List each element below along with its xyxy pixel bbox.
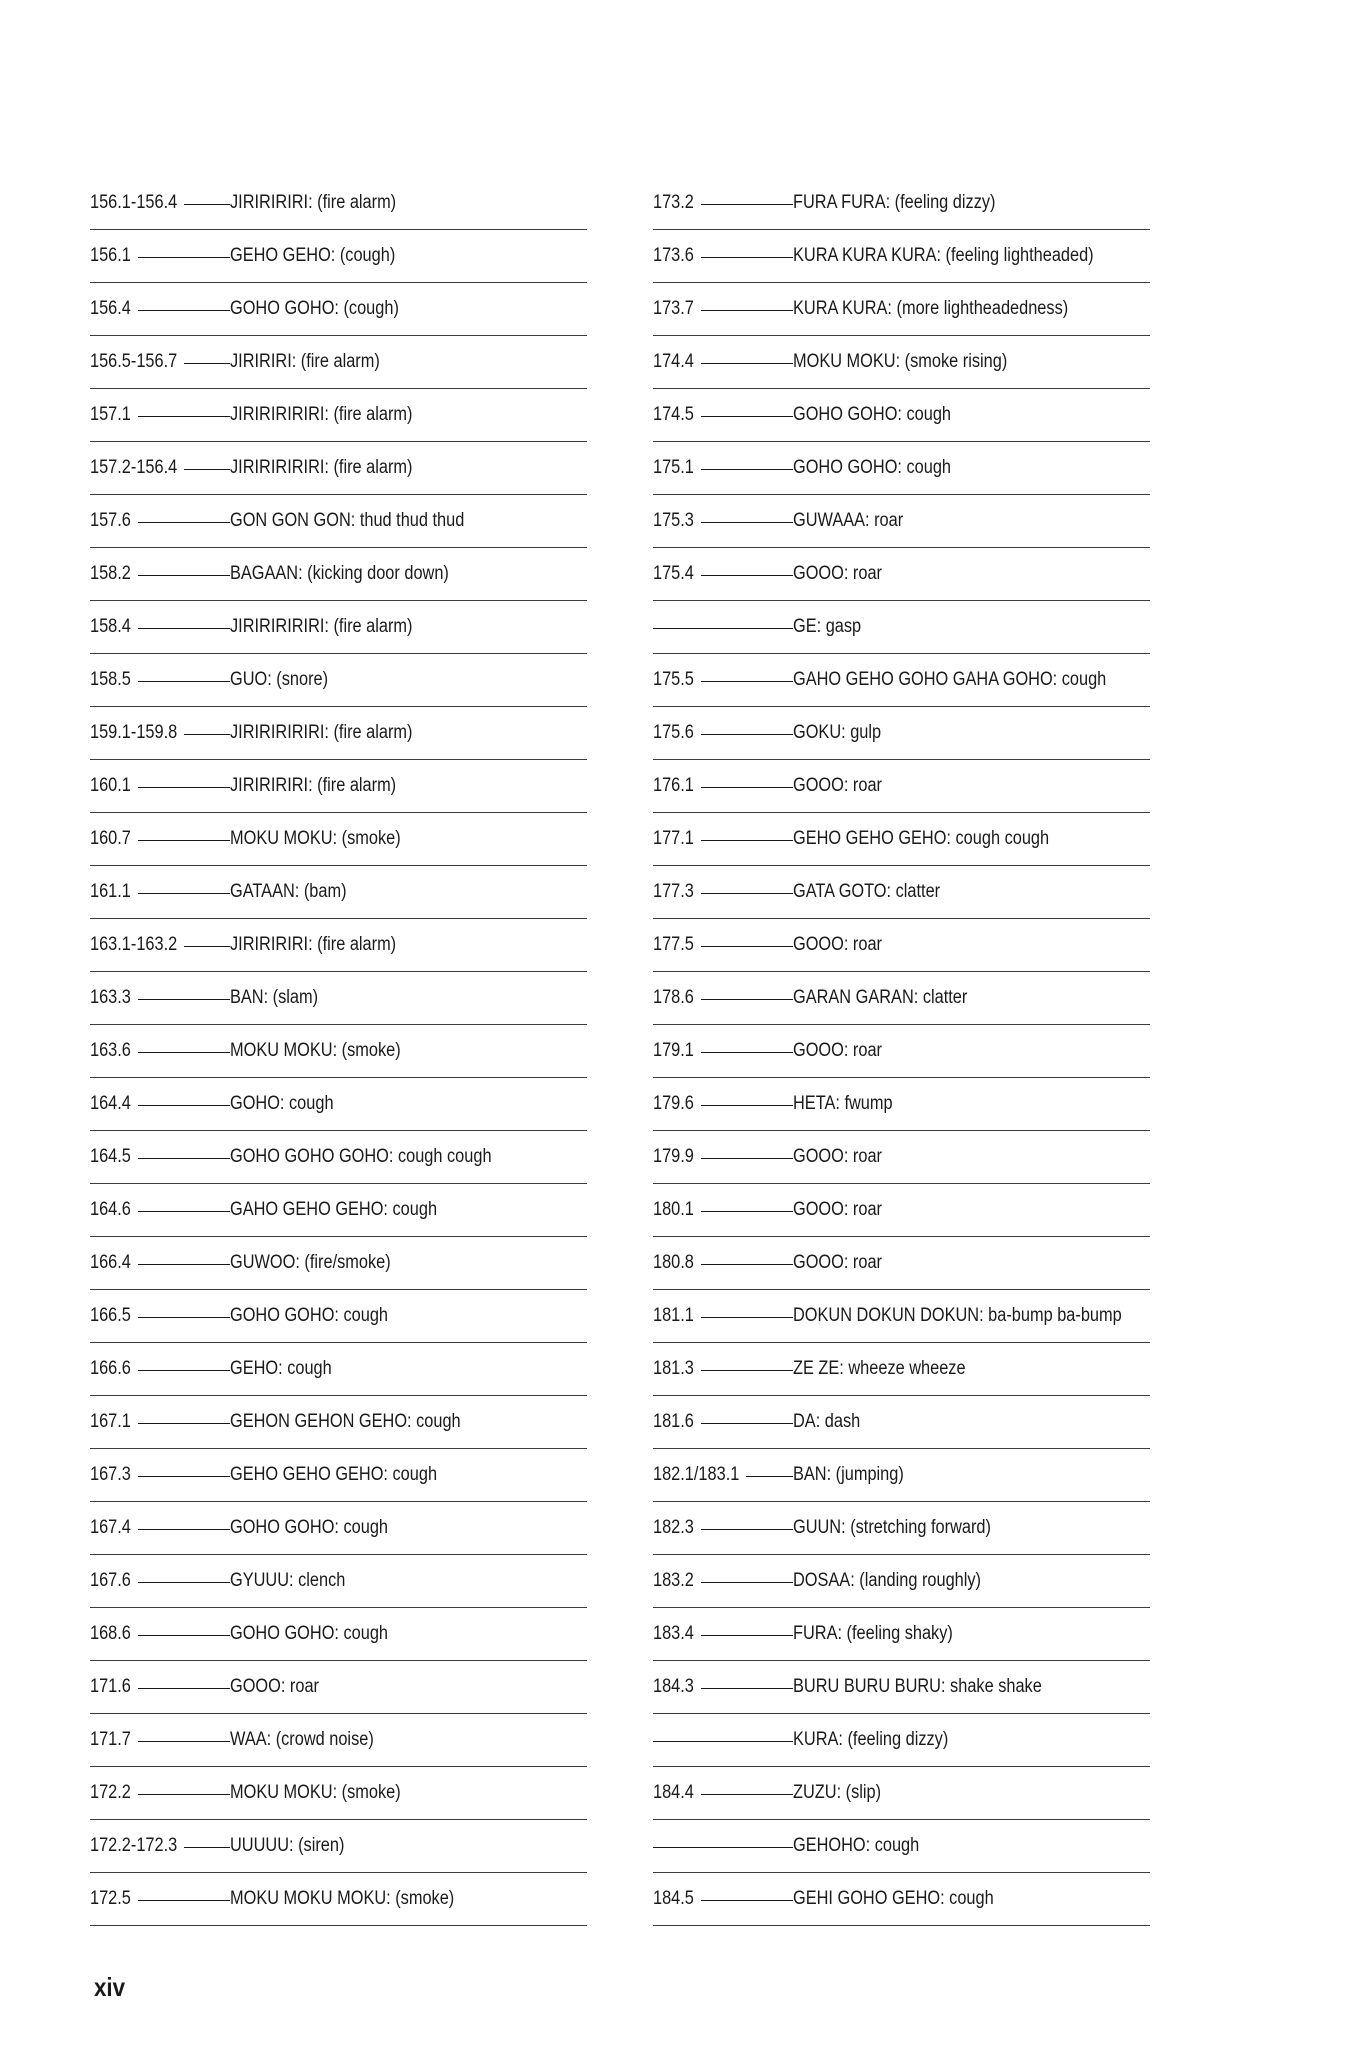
sfx-translation: GON GON GON: thud thud thud [230, 510, 465, 531]
sfx-translation: HETA: fwump [793, 1093, 893, 1114]
sfx-translation: JIRIRIRIRI: (fire alarm) [230, 775, 397, 796]
panel-reference: 179.9 [653, 1145, 699, 1169]
sfx-translation: DOSAA: (landing roughly) [793, 1570, 982, 1591]
panel-reference: 159.1-159.8 [90, 721, 182, 745]
sfx-translation: BAN: (slam) [230, 987, 319, 1008]
leader-line [701, 999, 793, 1000]
leader-line [701, 1900, 793, 1901]
sfx-entry [653, 1078, 1150, 1131]
sfx-entry [90, 707, 587, 760]
sfx-translation: GOHO GOHO: cough [230, 1305, 389, 1326]
leader-line [653, 1741, 793, 1742]
sfx-entry [653, 1449, 1150, 1502]
sfx-entry [90, 548, 587, 601]
panel-reference: 181.6 [653, 1410, 699, 1434]
panel-reference: 167.4 [90, 1516, 136, 1540]
panel-reference: 177.5 [653, 933, 699, 957]
panel-reference: 160.7 [90, 827, 136, 851]
panel-reference: 178.6 [653, 986, 699, 1010]
leader-line [184, 204, 230, 205]
panel-reference: 173.6 [653, 244, 699, 268]
leader-line [138, 1317, 230, 1318]
page-number: xiv [94, 1972, 126, 2002]
leader-line [701, 1158, 793, 1159]
panel-reference: 172.2-172.3 [90, 1834, 182, 1858]
sfx-translation: GOHO GOHO: cough [793, 404, 952, 425]
leader-line [746, 1476, 793, 1477]
sfx-entry [653, 1237, 1150, 1290]
sfx-entry [653, 654, 1150, 707]
panel-reference: 181.1 [653, 1304, 699, 1328]
panel-reference: 157.1 [90, 403, 136, 427]
leader-line [138, 628, 230, 629]
sfx-translation: GOOO: roar [793, 1199, 882, 1220]
leader-line [701, 310, 793, 311]
panel-reference: 177.3 [653, 880, 699, 904]
sfx-translation: GOOO: roar [793, 563, 882, 584]
leader-line [138, 1264, 230, 1265]
sfx-translation: GARAN GARAN: clatter [793, 987, 968, 1008]
leader-line [138, 999, 230, 1000]
left-column [90, 177, 587, 1926]
sfx-entry [90, 1396, 587, 1449]
leader-line [701, 363, 793, 364]
sfx-entry [90, 389, 587, 442]
sfx-translation: GOOO: roar [793, 1146, 882, 1167]
sfx-entry [90, 1608, 587, 1661]
leader-line [138, 787, 230, 788]
leader-line [138, 1211, 230, 1212]
leader-line [138, 1741, 230, 1742]
leader-line [701, 469, 793, 470]
sfx-entry [653, 442, 1150, 495]
sfx-entry [90, 283, 587, 336]
sfx-entry [90, 1131, 587, 1184]
sfx-translation: KURA KURA KURA: (feeling lightheaded) [793, 245, 1094, 266]
leader-line [701, 1052, 793, 1053]
panel-reference: 161.1 [90, 880, 136, 904]
right-column [653, 177, 1150, 1926]
leader-line [138, 1158, 230, 1159]
leader-line [138, 1635, 230, 1636]
sfx-entry [653, 866, 1150, 919]
sfx-translation: ZUZU: (slip) [793, 1782, 882, 1803]
sfx-translation: GOOO: roar [793, 1040, 882, 1061]
panel-reference: 171.7 [90, 1728, 136, 1752]
leader-line [138, 310, 230, 311]
sfx-entry [90, 336, 587, 389]
sfx-entry [653, 230, 1150, 283]
sfx-translation: GYUUU: clench [230, 1570, 346, 1591]
sfx-translation: GEHO GEHO GEHO: cough [230, 1464, 438, 1485]
panel-reference: 167.3 [90, 1463, 136, 1487]
leader-line [184, 734, 230, 735]
sfx-translation: GUWOO: (fire/smoke) [230, 1252, 391, 1273]
leader-line [138, 1052, 230, 1053]
panel-reference: 183.2 [653, 1569, 699, 1593]
sfx-entry [90, 1555, 587, 1608]
panel-reference: 182.3 [653, 1516, 699, 1540]
leader-line [184, 363, 230, 364]
panel-reference: 175.3 [653, 509, 699, 533]
sfx-entry [90, 230, 587, 283]
leader-line [701, 1105, 793, 1106]
leader-line [701, 734, 793, 735]
leader-line [701, 416, 793, 417]
leader-line [138, 1476, 230, 1477]
sfx-translation: GUO: (snore) [230, 669, 329, 690]
leader-line [701, 787, 793, 788]
sfx-entry [90, 1502, 587, 1555]
sfx-translation: GOHO: cough [230, 1093, 334, 1114]
leader-line [701, 1635, 793, 1636]
sfx-translation: FURA FURA: (feeling dizzy) [793, 192, 996, 213]
sfx-translation: GAHO GEHO GOHO GAHA GOHO: cough [793, 669, 1107, 690]
leader-line [184, 946, 230, 947]
sfx-entry [653, 1820, 1150, 1873]
panel-reference: 173.2 [653, 191, 699, 215]
leader-line [701, 1211, 793, 1212]
sfx-translation: MOKU MOKU: (smoke) [230, 828, 401, 849]
panel-reference: 174.4 [653, 350, 699, 374]
sfx-translation: KURA KURA: (more lightheadedness) [793, 298, 1069, 319]
leader-line [701, 893, 793, 894]
sfx-translation: DOKUN DOKUN DOKUN: ba-bump ba-bump [793, 1305, 1122, 1326]
sfx-entry [653, 1343, 1150, 1396]
sfx-translation: GOHO GOHO: cough [230, 1517, 389, 1538]
sfx-translation: GOOO: roar [230, 1676, 319, 1697]
sfx-translation: GOOO: roar [793, 1252, 882, 1273]
sfx-translation: WAA: (crowd noise) [230, 1729, 374, 1750]
sfx-entry [90, 495, 587, 548]
panel-reference: 179.1 [653, 1039, 699, 1063]
sfx-translation: MOKU MOKU: (smoke) [230, 1040, 401, 1061]
sfx-translation: FURA: (feeling shaky) [793, 1623, 953, 1644]
leader-line [138, 575, 230, 576]
panel-reference: 177.1 [653, 827, 699, 851]
sfx-entry [653, 283, 1150, 336]
sfx-entry [90, 1873, 587, 1926]
sfx-entry [90, 442, 587, 495]
sfx-entry [653, 1396, 1150, 1449]
sfx-translation: GOHO GOHO: cough [230, 1623, 389, 1644]
sfx-entry [653, 1714, 1150, 1767]
leader-line [184, 1847, 230, 1848]
sfx-translation: GUWAAA: roar [793, 510, 904, 531]
sfx-translation: KURA: (feeling dizzy) [793, 1729, 949, 1750]
sfx-translation: DA: dash [793, 1411, 861, 1432]
sfx-entry [653, 548, 1150, 601]
leader-line [138, 681, 230, 682]
sfx-translation: ZE ZE: wheeze wheeze [793, 1358, 966, 1379]
sfx-entry [90, 1237, 587, 1290]
sfx-translation: GOHO GOHO: cough [793, 457, 952, 478]
panel-reference: 163.1-163.2 [90, 933, 182, 957]
sfx-translation: GUUN: (stretching forward) [793, 1517, 991, 1538]
panel-reference: 166.5 [90, 1304, 136, 1328]
panel-reference: 160.1 [90, 774, 136, 798]
panel-reference: 156.1-156.4 [90, 191, 182, 215]
panel-reference: 158.5 [90, 668, 136, 692]
panel-reference: 180.8 [653, 1251, 699, 1275]
leader-line [701, 840, 793, 841]
sfx-translation: GAHO GEHO GEHO: cough [230, 1199, 438, 1220]
sfx-entry [653, 919, 1150, 972]
leader-line [138, 522, 230, 523]
sfx-translation: JIRIRIRIRIRI: (fire alarm) [230, 722, 413, 743]
sfx-translation: GEHOHO: cough [793, 1835, 920, 1856]
sfx-translation: UUUUU: (siren) [230, 1835, 345, 1856]
sfx-translation: GATA GOTO: clatter [793, 881, 941, 902]
sfx-entry [90, 1343, 587, 1396]
sfx-entry [90, 1714, 587, 1767]
sfx-entry [653, 1131, 1150, 1184]
leader-line [138, 840, 230, 841]
sfx-translation: JIRIRIRIRI: (fire alarm) [230, 192, 397, 213]
panel-reference: 176.1 [653, 774, 699, 798]
sfx-entry [90, 1820, 587, 1873]
sfx-entry [653, 1873, 1150, 1926]
leader-line [701, 1370, 793, 1371]
sfx-entry [653, 601, 1150, 654]
sfx-translation: JIRIRIRI: (fire alarm) [230, 351, 380, 372]
sfx-entry [653, 389, 1150, 442]
sfx-entry [653, 1290, 1150, 1343]
sfx-translation: BAN: (jumping) [793, 1464, 904, 1485]
sfx-translation: GOOO: roar [793, 775, 882, 796]
sfx-entry [90, 1025, 587, 1078]
sfx-translation: GOKU: gulp [793, 722, 882, 743]
leader-line [701, 681, 793, 682]
sfx-translation: GOHO GOHO: (cough) [230, 298, 399, 319]
leader-line [138, 1370, 230, 1371]
panel-reference: 166.6 [90, 1357, 136, 1381]
leader-line [138, 1688, 230, 1689]
leader-line [701, 575, 793, 576]
sfx-translation: GEHO: cough [230, 1358, 332, 1379]
leader-line [701, 1423, 793, 1424]
leader-line [653, 1847, 793, 1848]
leader-line [138, 1582, 230, 1583]
leader-line [138, 1529, 230, 1530]
panel-reference: 156.1 [90, 244, 136, 268]
sfx-entry [653, 1502, 1150, 1555]
panel-reference: 156.5-156.7 [90, 350, 182, 374]
sfx-entry [90, 1767, 587, 1820]
sfx-entry [653, 1555, 1150, 1608]
sfx-entry [90, 601, 587, 654]
sfx-entry [90, 1184, 587, 1237]
sfx-entry [653, 1184, 1150, 1237]
panel-reference: 172.2 [90, 1781, 136, 1805]
sfx-entry [90, 760, 587, 813]
sfx-entry [90, 1290, 587, 1343]
panel-reference: 166.4 [90, 1251, 136, 1275]
sfx-entry [90, 919, 587, 972]
panel-reference: 175.4 [653, 562, 699, 586]
leader-line [138, 416, 230, 417]
panel-reference: 164.4 [90, 1092, 136, 1116]
sfx-entry [90, 1078, 587, 1131]
panel-reference: 168.6 [90, 1622, 136, 1646]
sfx-translation: JIRIRIRIRIRI: (fire alarm) [230, 616, 413, 637]
sfx-entry [90, 1449, 587, 1502]
panel-reference: 158.4 [90, 615, 136, 639]
leader-line [701, 257, 793, 258]
sfx-entry [653, 813, 1150, 866]
panel-reference: 158.2 [90, 562, 136, 586]
panel-reference: 175.1 [653, 456, 699, 480]
leader-line [701, 204, 793, 205]
leader-line [701, 1317, 793, 1318]
panel-reference: 172.5 [90, 1887, 136, 1911]
panel-reference: 164.6 [90, 1198, 136, 1222]
leader-line [701, 1529, 793, 1530]
panel-reference: 175.6 [653, 721, 699, 745]
leader-line [701, 946, 793, 947]
leader-line [138, 1794, 230, 1795]
leader-line [701, 1264, 793, 1265]
sfx-translation: BAGAAN: (kicking door down) [230, 563, 449, 584]
panel-reference: 183.4 [653, 1622, 699, 1646]
panel-reference: 179.6 [653, 1092, 699, 1116]
sfx-translation: GE: gasp [793, 616, 862, 637]
sfx-translation: GOHO GOHO GOHO: cough cough [230, 1146, 492, 1167]
panel-reference: 175.5 [653, 668, 699, 692]
sfx-translation: GEHI GOHO GEHO: cough [793, 1888, 994, 1909]
leader-line [138, 1423, 230, 1424]
panel-reference: 181.3 [653, 1357, 699, 1381]
sfx-entry [90, 1661, 587, 1714]
sfx-translation: MOKU MOKU: (smoke) [230, 1782, 401, 1803]
leader-line [701, 1794, 793, 1795]
panel-reference: 182.1/183.1 [653, 1463, 744, 1487]
sfx-translation: MOKU MOKU MOKU: (smoke) [230, 1888, 455, 1909]
sfx-entry [653, 972, 1150, 1025]
sfx-translation: MOKU MOKU: (smoke rising) [793, 351, 1008, 372]
panel-reference: 180.1 [653, 1198, 699, 1222]
sfx-entry [653, 760, 1150, 813]
sfx-entry [90, 866, 587, 919]
leader-line [701, 1582, 793, 1583]
leader-line [138, 1900, 230, 1901]
leader-line [184, 469, 230, 470]
panel-reference: 184.4 [653, 1781, 699, 1805]
panel-reference: 163.3 [90, 986, 136, 1010]
panel-reference: 184.3 [653, 1675, 699, 1699]
sfx-translation: GEHO GEHO GEHO: cough cough [793, 828, 1050, 849]
leader-line [653, 628, 793, 629]
sfx-entry [90, 813, 587, 866]
sfx-entry [90, 972, 587, 1025]
sfx-entry [653, 1608, 1150, 1661]
sfx-entry [90, 177, 587, 230]
panel-reference: 171.6 [90, 1675, 136, 1699]
sfx-entry [653, 1767, 1150, 1820]
panel-reference: 174.5 [653, 403, 699, 427]
sfx-translation: JIRIRIRIRI: (fire alarm) [230, 934, 397, 955]
panel-reference: 157.6 [90, 509, 136, 533]
panel-reference: 167.1 [90, 1410, 136, 1434]
sfx-entry [653, 1661, 1150, 1714]
panel-reference: 163.6 [90, 1039, 136, 1063]
panel-reference: 184.5 [653, 1887, 699, 1911]
panel-reference: 173.7 [653, 297, 699, 321]
panel-reference: 156.4 [90, 297, 136, 321]
leader-line [138, 257, 230, 258]
sfx-entry [653, 495, 1150, 548]
sfx-entry [90, 654, 587, 707]
sfx-translation: GEHON GEHON GEHO: cough [230, 1411, 461, 1432]
sfx-translation: JIRIRIRIRIRI: (fire alarm) [230, 457, 413, 478]
sfx-translation: GOOO: roar [793, 934, 882, 955]
panel-reference: 164.5 [90, 1145, 136, 1169]
sfx-translation: JIRIRIRIRIRI: (fire alarm) [230, 404, 413, 425]
sfx-entry [653, 707, 1150, 760]
sfx-translation: BURU BURU BURU: shake shake [793, 1676, 1042, 1697]
leader-line [138, 893, 230, 894]
sfx-translation: GEHO GEHO: (cough) [230, 245, 396, 266]
sfx-translation: GATAAN: (bam) [230, 881, 347, 902]
leader-line [138, 1105, 230, 1106]
panel-reference: 167.6 [90, 1569, 136, 1593]
sfx-entry [653, 1025, 1150, 1078]
sfx-entry [653, 336, 1150, 389]
panel-reference: 157.2-156.4 [90, 456, 182, 480]
leader-line [701, 522, 793, 523]
leader-line [701, 1688, 793, 1689]
sfx-entry [653, 177, 1150, 230]
